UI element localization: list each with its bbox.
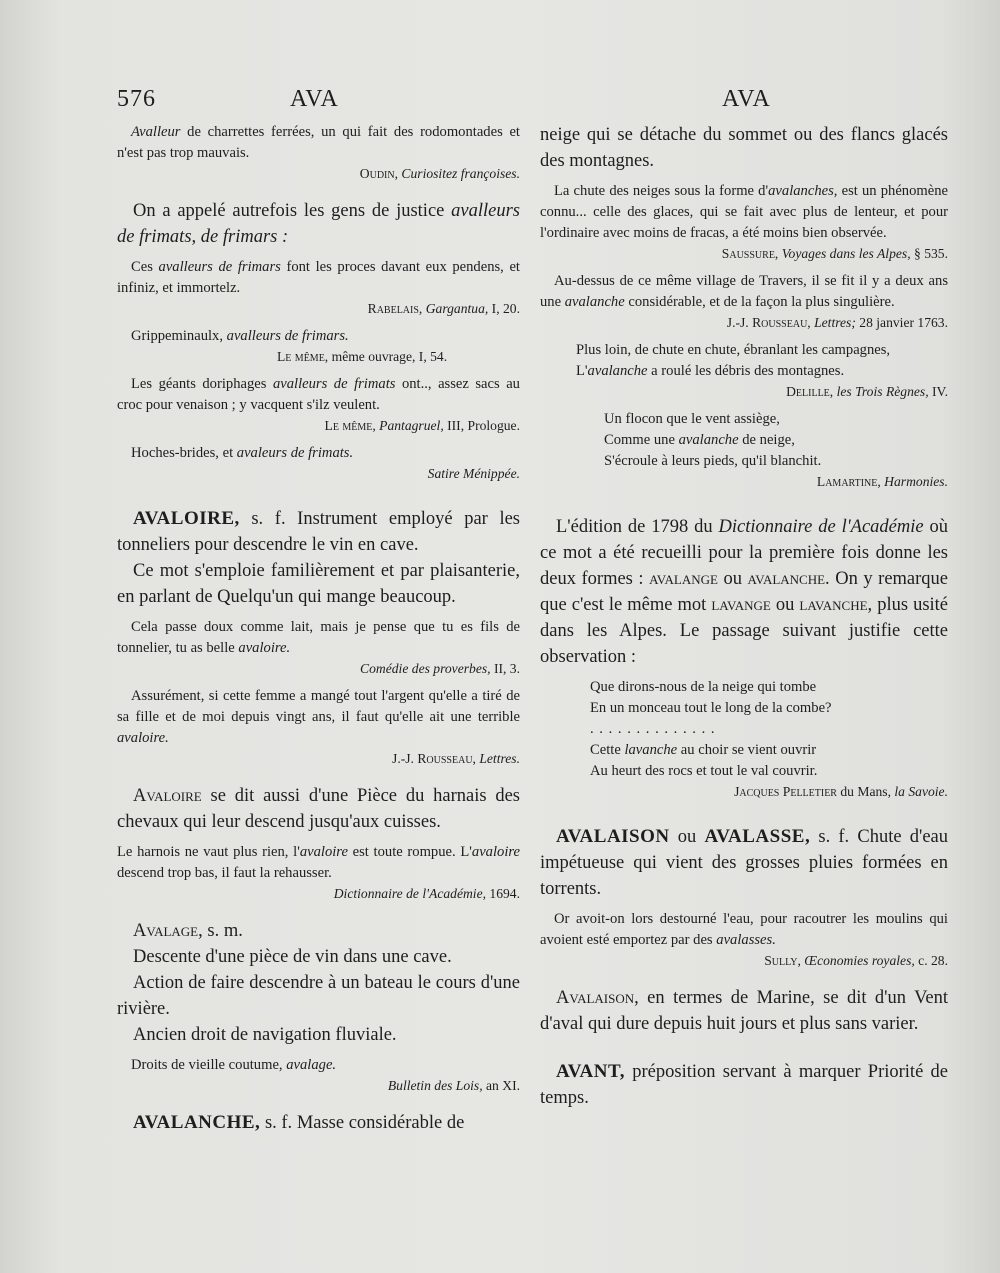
citation: J.-J. Rousseau, Lettres. [392,751,520,766]
citation: Sully, Œconomies royales, c. 28. [764,953,948,968]
citation: Le même, Pantagruel, III, Prologue. [324,418,520,433]
paragraph: Avaloire se dit aussi d'une Pièce du harnais des chevaux qui leur descend jusqu'aux cuisses. [117,786,520,832]
entry-avalanche: AVALANCHE, s. f. Masse considérable de [133,1112,465,1133]
verse-line: S'écroule à leurs pieds, qu'il blanchit. [604,453,822,469]
citation: Lamartine, Harmonies. [816,474,948,489]
quotation: Hoches-brides, et avaleurs de frimats. [131,445,354,461]
verse-line: Cette lavanche au choir se vient ouvrir [590,742,817,758]
paragraph: On a appelé autrefois les gens de justice avalleurs de frimats, de frimars : [117,201,520,247]
entry-avaloire: AVALOIRE, s. f. Instrument employé par les tonneliers pour descendre le vin en cave. [117,508,520,555]
quotation: Au-dessus de ce même village de Travers, il se fit il y a deux ans une avalanche considérable, et de la façon la plus singulière. [540,273,948,310]
left-running-head: AVA [290,86,339,112]
entry-avalage: Avalage, s. m. [133,921,243,941]
definition: Descente d'une pièce de vin dans une cave. [133,947,452,967]
quotation: Or avoit-on lors destourné l'eau, pour racoutrer les moulins qui avoient esté emportez par des avalasses. [540,911,948,948]
verse-block [540,409,948,472]
entry-avalanche-continued: neige qui se détache du sommet ou des flancs glacés des montagnes. [540,125,948,171]
entry-avant: AVANT, préposition servant à marquer Priorité de temps. [540,1061,948,1108]
left-column [117,122,520,1136]
verse-line: Un flocon que le vent assiège, [604,411,780,427]
citation: Bulletin des Lois, an XI. [387,1078,520,1093]
citation: Satire Ménippée. [427,466,520,481]
quotation: Ces avalleurs de frimars font les proces davant eux pendens, et infiniz, et immortelz. [117,259,520,296]
verse-line: Plus loin, de chute en chute, ébranlant les campagnes, [576,342,891,358]
citation: Comédie des proverbes, II, 3. [360,661,520,676]
citation: Dictionnaire de l'Académie, 1694. [333,886,520,901]
verse-line: L'avalanche a roulé les débris des montagnes. [576,363,845,379]
verse-block [540,677,948,782]
citation: J.-J. Rousseau, Lettres; 28 janvier 1763. [726,315,948,330]
page-number: 576 [117,86,156,112]
quotation: Droits de vieille coutume, avalage. [131,1057,337,1073]
quotation: Grippeminaulx, avalleurs de frimars. [131,328,349,344]
citation: Rabelais, Gargantua, I, 20. [367,301,520,316]
verse-block [540,340,948,382]
paragraph: Avalaison, en termes de Marine, se dit d'un Vent d'aval qui dure depuis huit jours et plus sans varier. [540,988,948,1034]
verse-line: Au heurt des rocs et tout le val couvrir. [590,763,818,779]
quotation: Cela passe doux comme lait, mais je pense que tu es fils de tonnelier, tu as belle avaloire. [117,619,520,656]
definition: Action de faire descendre à un bateau le cours d'une rivière. [117,973,520,1019]
quotation: Les géants doriphages avalleurs de frimats ont.., assez sacs au croc pour venaison ; y vacquent s'ilz veulent. [117,376,520,413]
quotation: Assurément, si cette femme a mangé tout l'argent qu'elle a tiré de sa fille et de moi depuis vingt ans, il faut qu'elle ait une terrible avaloire. [117,688,520,746]
verse-line: En un monceau tout le long de la combe? [590,700,832,716]
verse-line: Que dirons-nous de la neige qui tombe [590,679,817,695]
ellipsis-line: . . . . . . . . . . . . . . [590,721,716,737]
right-column [540,122,948,1111]
citation: Oudin, Curiositez françoises. [359,166,520,181]
entry-avalaison: AVALAISON ou AVALASSE, s. f. Chute d'eau impétueuse qui vient des grosses pluies formées en torrents. [540,826,948,899]
citation: Saussure, Voyages dans les Alpes, § 535. [721,246,948,261]
verse-line: Comme une avalanche de neige, [604,432,795,448]
citation: Le même, même ouvrage, I, 54. [277,349,448,364]
right-running-head: AVA [722,86,771,112]
paragraph: L'édition de 1798 du Dictionnaire de l'Académie où ce mot a été recueilli pour la première fois donne les deux formes : avalange ou avalanche. On y remarque que c'est le même mot lavange ou lavanche, plus usité dans les Alpes. Le passage suivant justifie cette observation : [540,517,949,667]
quotation: La chute des neiges sous la forme d'avalanches, est un phénomène connu... celle des glaces, qui se fait avec plus de lenteur, et pour l'ordinaire avec moins de fracas, a été moins bien observée. [540,183,948,241]
citation: Jacques Pelletier du Mans, la Savoie. [734,784,948,799]
paragraph: Ce mot s'emploie familièrement et par plaisanterie, en parlant de Quelqu'un qui mange beaucoup. [117,561,520,607]
definition: Ancien droit de navigation fluviale. [133,1025,397,1045]
quotation: Le harnois ne vaut plus rien, l'avaloire est toute rompue. L'avaloire descend trop bas, il faut la rehausser. [117,844,520,881]
quotation: Avalleur de charrettes ferrées, un qui fait des rodomontades et n'est pas trop mauvais. [117,124,520,161]
citation: Delille, les Trois Règnes, IV. [786,384,948,399]
